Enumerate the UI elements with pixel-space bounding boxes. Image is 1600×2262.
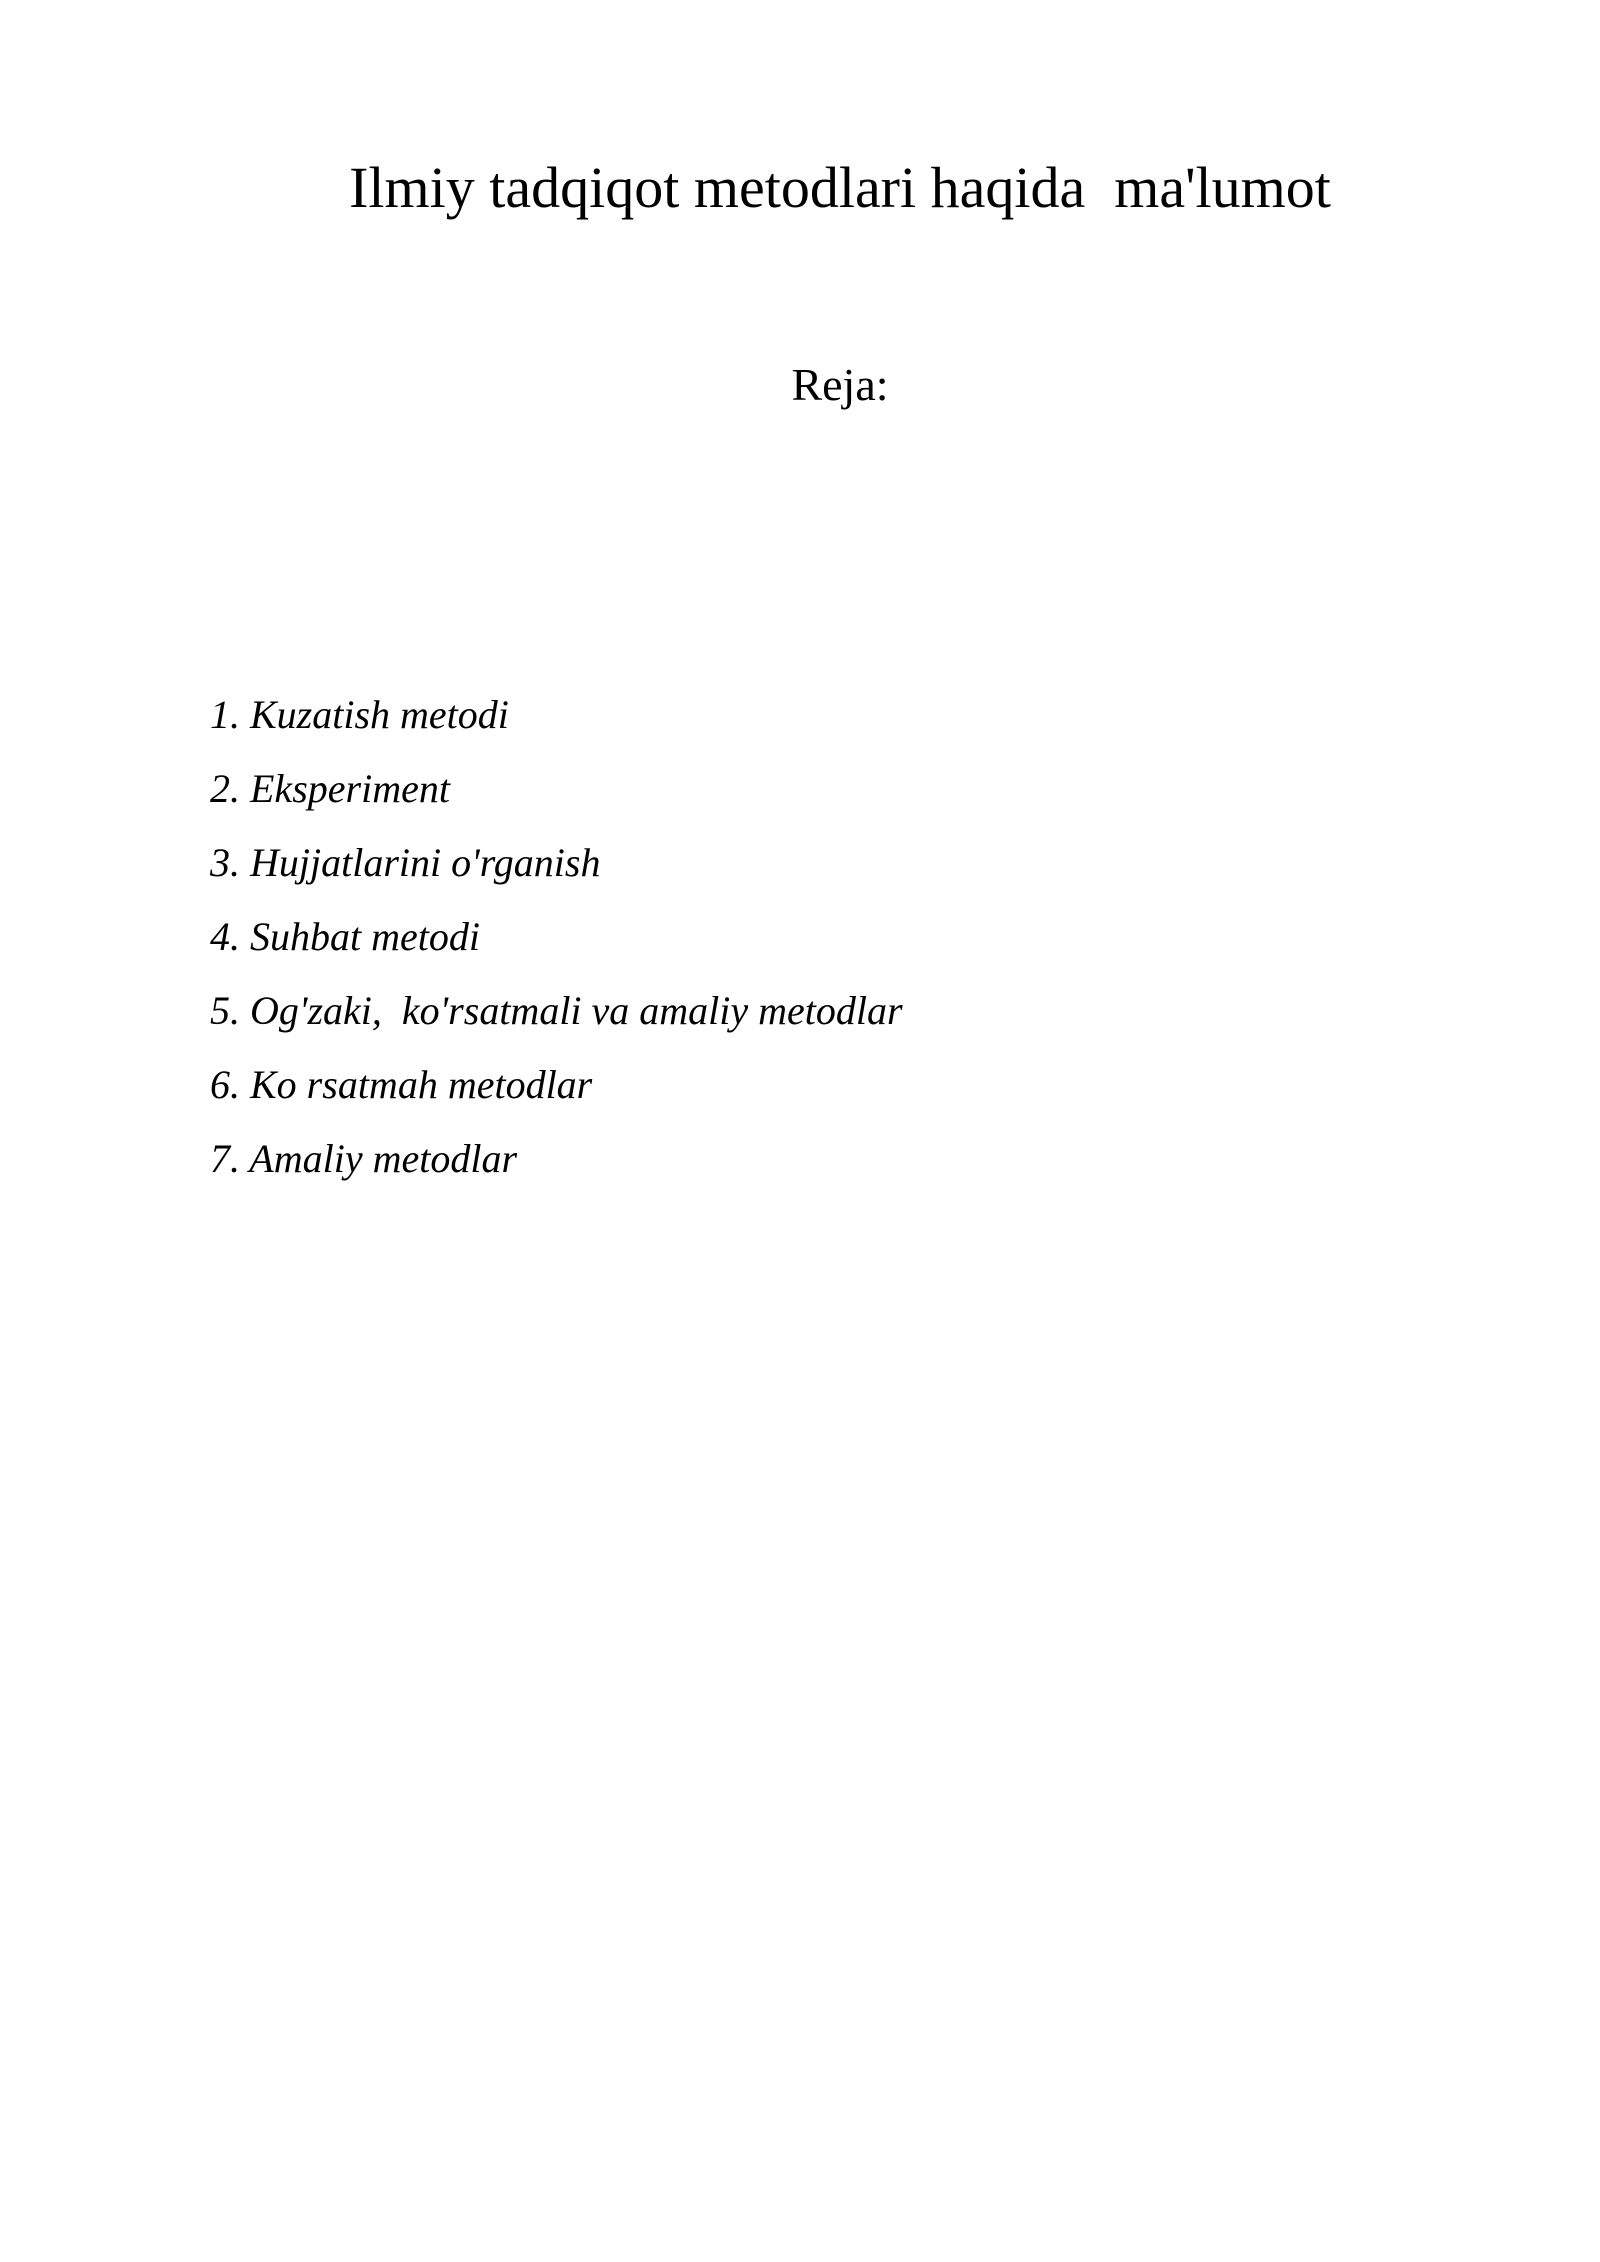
plan-item: 4. Suhbat metodi — [210, 914, 480, 959]
plan-item: 1. Kuzatish metodi — [210, 692, 509, 737]
plan-heading: Reja: — [791, 359, 889, 410]
plan-item: 7. Amaliy metodlar — [210, 1136, 518, 1181]
plan-item: 6. Ko rsatmah metodlar — [210, 1062, 593, 1107]
plan-list — [210, 678, 903, 1196]
plan-item: 5. Og'zaki, ko'rsatmali va amaliy metodlar — [210, 988, 903, 1033]
plan-item: 2. Eksperiment — [210, 766, 450, 811]
plan-item: 3. Hujjatlarini o'rganish — [210, 840, 601, 885]
document-title: Ilmiy tadqiqot metodlari haqida ma'lumot — [349, 155, 1331, 220]
